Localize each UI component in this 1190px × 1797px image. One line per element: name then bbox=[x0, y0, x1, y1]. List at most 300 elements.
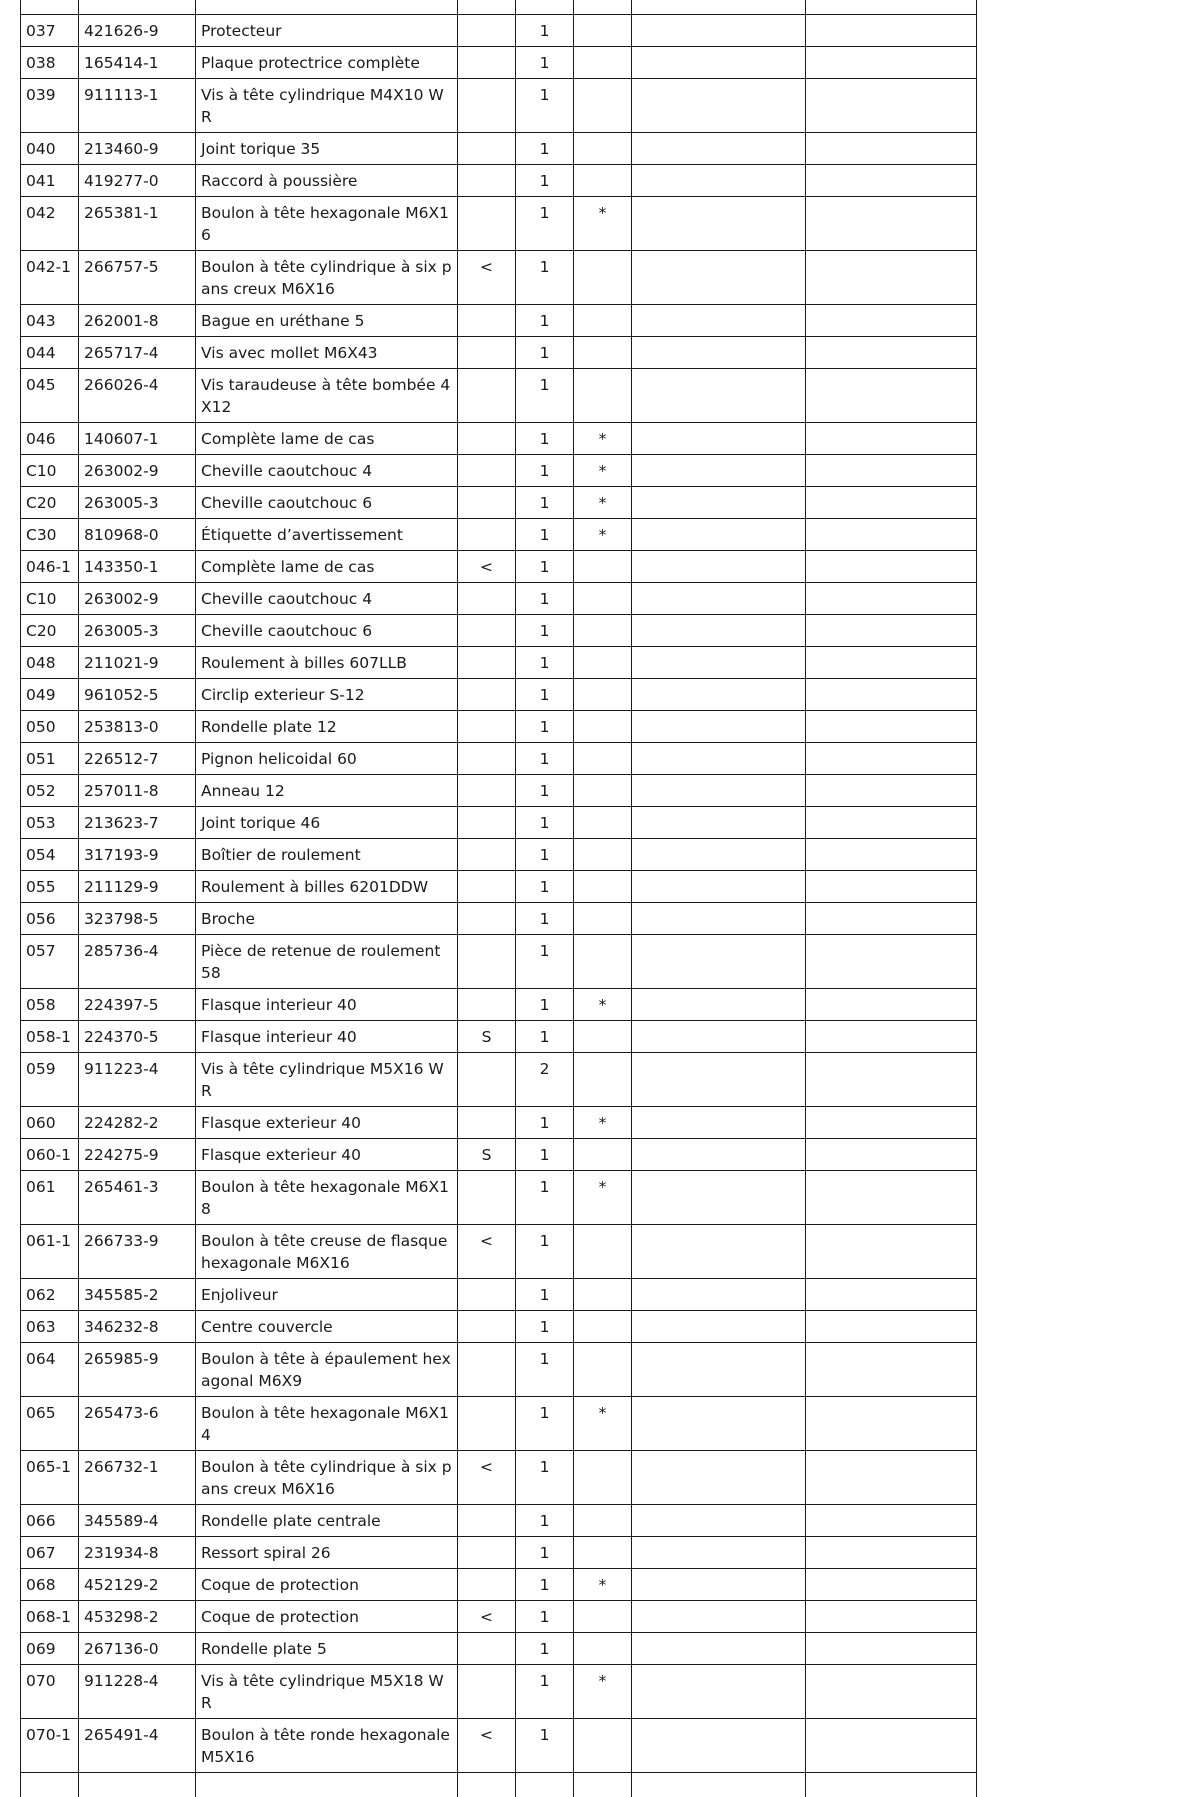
change-flag-cell bbox=[458, 775, 516, 807]
note-mark-cell bbox=[574, 1343, 632, 1397]
note-mark-cell bbox=[574, 79, 632, 133]
change-flag-cell bbox=[458, 197, 516, 251]
empty-cell bbox=[632, 871, 806, 903]
part-description-cell: Boulon à tête ronde hexagonale M5X16 bbox=[196, 1719, 458, 1773]
part-number-cell: 345589-4 bbox=[79, 1505, 196, 1537]
empty-cell bbox=[632, 519, 806, 551]
item-number-cell: 070 bbox=[21, 1665, 79, 1719]
change-flag-cell bbox=[458, 337, 516, 369]
table-row bbox=[21, 487, 977, 519]
part-description-cell: Rondelle plate centrale bbox=[196, 1505, 458, 1537]
note-mark-cell bbox=[574, 807, 632, 839]
part-number-cell: 224282-2 bbox=[79, 1107, 196, 1139]
part-description-cell: Boulon à tête hexagonale M6X14 bbox=[196, 1397, 458, 1451]
table-row bbox=[21, 133, 977, 165]
empty-cell bbox=[806, 807, 977, 839]
item-number-cell: 039 bbox=[21, 79, 79, 133]
empty-cell bbox=[632, 47, 806, 79]
quantity-cell: 1 bbox=[516, 1569, 574, 1601]
change-flag-cell bbox=[458, 133, 516, 165]
part-number-cell: 266732-1 bbox=[79, 1451, 196, 1505]
quantity-cell: 1 bbox=[516, 487, 574, 519]
change-flag-cell bbox=[458, 1279, 516, 1311]
empty-cell bbox=[632, 423, 806, 455]
part-description-cell: Boulon à tête cylindrique à six pans creux M6X16 bbox=[196, 251, 458, 305]
change-flag-cell: < bbox=[458, 251, 516, 305]
empty-cell bbox=[806, 1139, 977, 1171]
table-row bbox=[21, 583, 977, 615]
empty-cell bbox=[806, 935, 977, 989]
empty-cell bbox=[632, 455, 806, 487]
change-flag-cell bbox=[458, 679, 516, 711]
table-row bbox=[21, 551, 977, 583]
change-flag-cell bbox=[458, 305, 516, 337]
table-row bbox=[21, 1451, 977, 1505]
quantity-cell: 1 bbox=[516, 871, 574, 903]
part-number-cell: 419277-0 bbox=[79, 165, 196, 197]
quantity-cell: 1 bbox=[516, 1451, 574, 1505]
table-row bbox=[21, 775, 977, 807]
change-flag-cell bbox=[458, 989, 516, 1021]
item-number-cell: 058-1 bbox=[21, 1021, 79, 1053]
part-number-cell: 911113-1 bbox=[79, 79, 196, 133]
part-description-cell: Circlip exterieur S-12 bbox=[196, 679, 458, 711]
empty-cell bbox=[806, 871, 977, 903]
quantity-cell: 1 bbox=[516, 615, 574, 647]
item-number-cell: 066 bbox=[21, 1505, 79, 1537]
change-flag-cell bbox=[458, 1311, 516, 1343]
part-number-cell: 265461-3 bbox=[79, 1171, 196, 1225]
empty-cell bbox=[806, 551, 977, 583]
quantity-cell: 1 bbox=[516, 1107, 574, 1139]
note-mark-cell bbox=[574, 679, 632, 711]
note-mark-cell bbox=[574, 935, 632, 989]
empty-cell bbox=[806, 1107, 977, 1139]
change-flag-cell bbox=[458, 1633, 516, 1665]
note-mark-cell: * bbox=[574, 487, 632, 519]
part-number-cell: 810968-0 bbox=[79, 519, 196, 551]
part-number-cell: 213460-9 bbox=[79, 133, 196, 165]
empty-cell bbox=[632, 165, 806, 197]
change-flag-cell bbox=[458, 871, 516, 903]
empty-cell bbox=[632, 1537, 806, 1569]
part-number-cell: 143350-1 bbox=[79, 551, 196, 583]
note-mark-cell bbox=[574, 647, 632, 679]
item-number-cell: 044 bbox=[21, 337, 79, 369]
empty-cell bbox=[196, 1773, 458, 1797]
note-mark-cell: * bbox=[574, 519, 632, 551]
part-description-cell: Joint torique 35 bbox=[196, 133, 458, 165]
part-description-cell: Bague en uréthane 5 bbox=[196, 305, 458, 337]
empty-cell bbox=[632, 133, 806, 165]
note-mark-cell bbox=[574, 337, 632, 369]
note-mark-cell bbox=[574, 165, 632, 197]
empty-cell bbox=[806, 1053, 977, 1107]
empty-cell bbox=[806, 15, 977, 47]
empty-cell bbox=[632, 251, 806, 305]
quantity-cell: 1 bbox=[516, 583, 574, 615]
empty-cell bbox=[806, 1451, 977, 1505]
empty-cell bbox=[806, 647, 977, 679]
change-flag-cell bbox=[458, 369, 516, 423]
empty-cell bbox=[806, 197, 977, 251]
empty-cell bbox=[632, 369, 806, 423]
change-flag-cell bbox=[458, 1505, 516, 1537]
empty-cell bbox=[632, 15, 806, 47]
item-number-cell: 064 bbox=[21, 1343, 79, 1397]
part-number-cell: 452129-2 bbox=[79, 1569, 196, 1601]
table-row bbox=[21, 743, 977, 775]
change-flag-cell: S bbox=[458, 1021, 516, 1053]
empty-cell bbox=[806, 251, 977, 305]
part-number-cell: 211129-9 bbox=[79, 871, 196, 903]
empty-cell bbox=[806, 1665, 977, 1719]
table-top-stub-row bbox=[21, 0, 977, 15]
item-number-cell: 068-1 bbox=[21, 1601, 79, 1633]
empty-cell bbox=[806, 583, 977, 615]
empty-cell bbox=[516, 1773, 574, 1797]
change-flag-cell bbox=[458, 47, 516, 79]
item-number-cell: 049 bbox=[21, 679, 79, 711]
part-number-cell: 263002-9 bbox=[79, 583, 196, 615]
table-row bbox=[21, 165, 977, 197]
empty-cell bbox=[516, 0, 574, 15]
table-row bbox=[21, 197, 977, 251]
table-row bbox=[21, 1505, 977, 1537]
part-description-cell: Roulement à billes 6201DDW bbox=[196, 871, 458, 903]
empty-cell bbox=[806, 903, 977, 935]
note-mark-cell bbox=[574, 839, 632, 871]
part-number-cell: 317193-9 bbox=[79, 839, 196, 871]
part-number-cell: 257011-8 bbox=[79, 775, 196, 807]
part-description-cell: Complète lame de cas bbox=[196, 551, 458, 583]
item-number-cell: 063 bbox=[21, 1311, 79, 1343]
empty-cell bbox=[632, 989, 806, 1021]
table-row bbox=[21, 1719, 977, 1773]
table-row bbox=[21, 79, 977, 133]
change-flag-cell bbox=[458, 487, 516, 519]
part-number-cell: 266757-5 bbox=[79, 251, 196, 305]
item-number-cell: 054 bbox=[21, 839, 79, 871]
empty-cell bbox=[21, 1773, 79, 1797]
quantity-cell: 1 bbox=[516, 839, 574, 871]
change-flag-cell bbox=[458, 455, 516, 487]
change-flag-cell bbox=[458, 1569, 516, 1601]
part-number-cell: 140607-1 bbox=[79, 423, 196, 455]
quantity-cell: 1 bbox=[516, 519, 574, 551]
note-mark-cell bbox=[574, 1311, 632, 1343]
part-number-cell: 961052-5 bbox=[79, 679, 196, 711]
part-number-cell: 266026-4 bbox=[79, 369, 196, 423]
item-number-cell: 046-1 bbox=[21, 551, 79, 583]
empty-cell bbox=[632, 197, 806, 251]
quantity-cell: 1 bbox=[516, 679, 574, 711]
part-description-cell: Rondelle plate 5 bbox=[196, 1633, 458, 1665]
part-description-cell: Boîtier de roulement bbox=[196, 839, 458, 871]
quantity-cell: 1 bbox=[516, 47, 574, 79]
empty-cell bbox=[632, 583, 806, 615]
empty-cell bbox=[806, 1171, 977, 1225]
item-number-cell: 059 bbox=[21, 1053, 79, 1107]
quantity-cell: 1 bbox=[516, 743, 574, 775]
table-row bbox=[21, 935, 977, 989]
part-description-cell: Complète lame de cas bbox=[196, 423, 458, 455]
empty-cell bbox=[806, 79, 977, 133]
table-row bbox=[21, 337, 977, 369]
part-description-cell: Flasque exterieur 40 bbox=[196, 1107, 458, 1139]
item-number-cell: 061 bbox=[21, 1171, 79, 1225]
note-mark-cell: * bbox=[574, 1107, 632, 1139]
table-row bbox=[21, 1053, 977, 1107]
part-number-cell: 224370-5 bbox=[79, 1021, 196, 1053]
quantity-cell: 1 bbox=[516, 1021, 574, 1053]
quantity-cell: 1 bbox=[516, 197, 574, 251]
empty-cell bbox=[806, 1505, 977, 1537]
change-flag-cell bbox=[458, 1107, 516, 1139]
part-description-cell: Anneau 12 bbox=[196, 775, 458, 807]
quantity-cell: 1 bbox=[516, 165, 574, 197]
empty-cell bbox=[632, 807, 806, 839]
part-description-cell: Cheville caoutchouc 6 bbox=[196, 615, 458, 647]
table-row bbox=[21, 1569, 977, 1601]
item-number-cell: 046 bbox=[21, 423, 79, 455]
note-mark-cell bbox=[574, 1537, 632, 1569]
empty-cell bbox=[806, 1343, 977, 1397]
part-number-cell: 911223-4 bbox=[79, 1053, 196, 1107]
empty-cell bbox=[806, 369, 977, 423]
quantity-cell: 1 bbox=[516, 1279, 574, 1311]
quantity-cell: 1 bbox=[516, 807, 574, 839]
part-description-cell: Vis à tête cylindrique M5X18 WR bbox=[196, 1665, 458, 1719]
part-description-cell: Flasque interieur 40 bbox=[196, 989, 458, 1021]
empty-cell bbox=[632, 551, 806, 583]
note-mark-cell bbox=[574, 1505, 632, 1537]
change-flag-cell bbox=[458, 647, 516, 679]
empty-cell bbox=[806, 47, 977, 79]
empty-cell bbox=[632, 1569, 806, 1601]
table-row bbox=[21, 1665, 977, 1719]
change-flag-cell bbox=[458, 583, 516, 615]
empty-cell bbox=[632, 1021, 806, 1053]
empty-cell bbox=[632, 1053, 806, 1107]
item-number-cell: 052 bbox=[21, 775, 79, 807]
item-number-cell: 061-1 bbox=[21, 1225, 79, 1279]
empty-cell bbox=[458, 0, 516, 15]
change-flag-cell bbox=[458, 935, 516, 989]
empty-cell bbox=[806, 989, 977, 1021]
note-mark-cell: * bbox=[574, 1171, 632, 1225]
note-mark-cell bbox=[574, 711, 632, 743]
empty-cell bbox=[196, 0, 458, 15]
change-flag-cell bbox=[458, 1053, 516, 1107]
quantity-cell: 1 bbox=[516, 551, 574, 583]
empty-cell bbox=[632, 775, 806, 807]
item-number-cell: 051 bbox=[21, 743, 79, 775]
empty-cell bbox=[632, 743, 806, 775]
table-row bbox=[21, 1225, 977, 1279]
empty-cell bbox=[806, 487, 977, 519]
part-description-cell: Flasque exterieur 40 bbox=[196, 1139, 458, 1171]
empty-cell bbox=[806, 1773, 977, 1797]
part-number-cell: 345585-2 bbox=[79, 1279, 196, 1311]
table-row bbox=[21, 47, 977, 79]
empty-cell bbox=[632, 1397, 806, 1451]
note-mark-cell bbox=[574, 1053, 632, 1107]
note-mark-cell bbox=[574, 1279, 632, 1311]
change-flag-cell: S bbox=[458, 1139, 516, 1171]
note-mark-cell bbox=[574, 305, 632, 337]
change-flag-cell bbox=[458, 423, 516, 455]
part-description-cell: Rondelle plate 12 bbox=[196, 711, 458, 743]
part-number-cell: 323798-5 bbox=[79, 903, 196, 935]
empty-cell bbox=[806, 1719, 977, 1773]
empty-cell bbox=[632, 1171, 806, 1225]
part-description-cell: Boulon à tête à épaulement hexagonal M6X9 bbox=[196, 1343, 458, 1397]
item-number-cell: 053 bbox=[21, 807, 79, 839]
part-description-cell: Cheville caoutchouc 4 bbox=[196, 583, 458, 615]
table-row bbox=[21, 1633, 977, 1665]
quantity-cell: 1 bbox=[516, 423, 574, 455]
part-number-cell: 211021-9 bbox=[79, 647, 196, 679]
item-number-cell: C30 bbox=[21, 519, 79, 551]
item-number-cell: 058 bbox=[21, 989, 79, 1021]
quantity-cell: 1 bbox=[516, 79, 574, 133]
table-row bbox=[21, 1601, 977, 1633]
empty-cell bbox=[806, 775, 977, 807]
part-number-cell: 265381-1 bbox=[79, 197, 196, 251]
note-mark-cell bbox=[574, 133, 632, 165]
table-row bbox=[21, 615, 977, 647]
item-number-cell: 060-1 bbox=[21, 1139, 79, 1171]
note-mark-cell bbox=[574, 1601, 632, 1633]
part-number-cell: 911228-4 bbox=[79, 1665, 196, 1719]
part-number-cell: 226512-7 bbox=[79, 743, 196, 775]
part-number-cell: 253813-0 bbox=[79, 711, 196, 743]
item-number-cell: C10 bbox=[21, 583, 79, 615]
quantity-cell: 1 bbox=[516, 903, 574, 935]
note-mark-cell: * bbox=[574, 1665, 632, 1719]
item-number-cell: 062 bbox=[21, 1279, 79, 1311]
change-flag-cell bbox=[458, 15, 516, 47]
note-mark-cell bbox=[574, 1719, 632, 1773]
part-description-cell: Raccord à poussière bbox=[196, 165, 458, 197]
empty-cell bbox=[632, 1139, 806, 1171]
empty-cell bbox=[806, 305, 977, 337]
note-mark-cell bbox=[574, 551, 632, 583]
item-number-cell: 045 bbox=[21, 369, 79, 423]
empty-cell bbox=[806, 839, 977, 871]
empty-cell bbox=[806, 165, 977, 197]
item-number-cell: 055 bbox=[21, 871, 79, 903]
empty-cell bbox=[632, 487, 806, 519]
empty-cell bbox=[21, 0, 79, 15]
empty-cell bbox=[806, 615, 977, 647]
quantity-cell: 1 bbox=[516, 1225, 574, 1279]
part-description-cell: Cheville caoutchouc 6 bbox=[196, 487, 458, 519]
part-description-cell: Joint torique 46 bbox=[196, 807, 458, 839]
empty-cell bbox=[632, 1279, 806, 1311]
item-number-cell: C10 bbox=[21, 455, 79, 487]
empty-cell bbox=[806, 711, 977, 743]
empty-cell bbox=[632, 1225, 806, 1279]
part-description-cell: Vis avec mollet M6X43 bbox=[196, 337, 458, 369]
note-mark-cell bbox=[574, 1139, 632, 1171]
empty-cell bbox=[632, 935, 806, 989]
note-mark-cell bbox=[574, 775, 632, 807]
empty-cell bbox=[806, 1225, 977, 1279]
part-number-cell: 285736-4 bbox=[79, 935, 196, 989]
part-description-cell: Cheville caoutchouc 4 bbox=[196, 455, 458, 487]
empty-cell bbox=[632, 305, 806, 337]
empty-cell bbox=[632, 1665, 806, 1719]
empty-cell bbox=[632, 615, 806, 647]
empty-cell bbox=[632, 1451, 806, 1505]
table-row bbox=[21, 1311, 977, 1343]
change-flag-cell bbox=[458, 743, 516, 775]
item-number-cell: 038 bbox=[21, 47, 79, 79]
table-row bbox=[21, 647, 977, 679]
note-mark-cell bbox=[574, 1021, 632, 1053]
item-number-cell: C20 bbox=[21, 615, 79, 647]
change-flag-cell bbox=[458, 615, 516, 647]
part-description-cell: Boulon à tête hexagonale M6X16 bbox=[196, 197, 458, 251]
quantity-cell: 1 bbox=[516, 1601, 574, 1633]
part-number-cell: 265985-9 bbox=[79, 1343, 196, 1397]
quantity-cell: 1 bbox=[516, 1343, 574, 1397]
table-row bbox=[21, 1171, 977, 1225]
item-number-cell: 037 bbox=[21, 15, 79, 47]
part-number-cell: 453298-2 bbox=[79, 1601, 196, 1633]
empty-cell bbox=[806, 1397, 977, 1451]
note-mark-cell: * bbox=[574, 455, 632, 487]
quantity-cell: 1 bbox=[516, 337, 574, 369]
empty-cell bbox=[632, 1773, 806, 1797]
part-description-cell: Coque de protection bbox=[196, 1601, 458, 1633]
part-number-cell: 263002-9 bbox=[79, 455, 196, 487]
item-number-cell: 067 bbox=[21, 1537, 79, 1569]
change-flag-cell: < bbox=[458, 551, 516, 583]
empty-cell bbox=[79, 1773, 196, 1797]
part-description-cell: Pignon helicoidal 60 bbox=[196, 743, 458, 775]
part-number-cell: 224275-9 bbox=[79, 1139, 196, 1171]
empty-cell bbox=[806, 1633, 977, 1665]
table-row bbox=[21, 989, 977, 1021]
change-flag-cell: < bbox=[458, 1601, 516, 1633]
empty-cell bbox=[458, 1773, 516, 1797]
table-row bbox=[21, 369, 977, 423]
part-description-cell: Broche bbox=[196, 903, 458, 935]
part-description-cell: Enjoliveur bbox=[196, 1279, 458, 1311]
item-number-cell: C20 bbox=[21, 487, 79, 519]
note-mark-cell bbox=[574, 615, 632, 647]
part-number-cell: 265717-4 bbox=[79, 337, 196, 369]
item-number-cell: 056 bbox=[21, 903, 79, 935]
empty-cell bbox=[806, 0, 977, 15]
empty-cell bbox=[806, 743, 977, 775]
note-mark-cell bbox=[574, 903, 632, 935]
parts-list-table bbox=[20, 0, 977, 1797]
table-row bbox=[21, 455, 977, 487]
quantity-cell: 1 bbox=[516, 1139, 574, 1171]
empty-cell bbox=[632, 839, 806, 871]
table-continuation-row bbox=[21, 1773, 977, 1797]
part-description-cell: Coque de protection bbox=[196, 1569, 458, 1601]
quantity-cell: 1 bbox=[516, 1171, 574, 1225]
quantity-cell: 1 bbox=[516, 935, 574, 989]
empty-cell bbox=[632, 679, 806, 711]
part-description-cell: Plaque protectrice complète bbox=[196, 47, 458, 79]
part-description-cell: Boulon à tête cylindrique à six pans creux M6X16 bbox=[196, 1451, 458, 1505]
